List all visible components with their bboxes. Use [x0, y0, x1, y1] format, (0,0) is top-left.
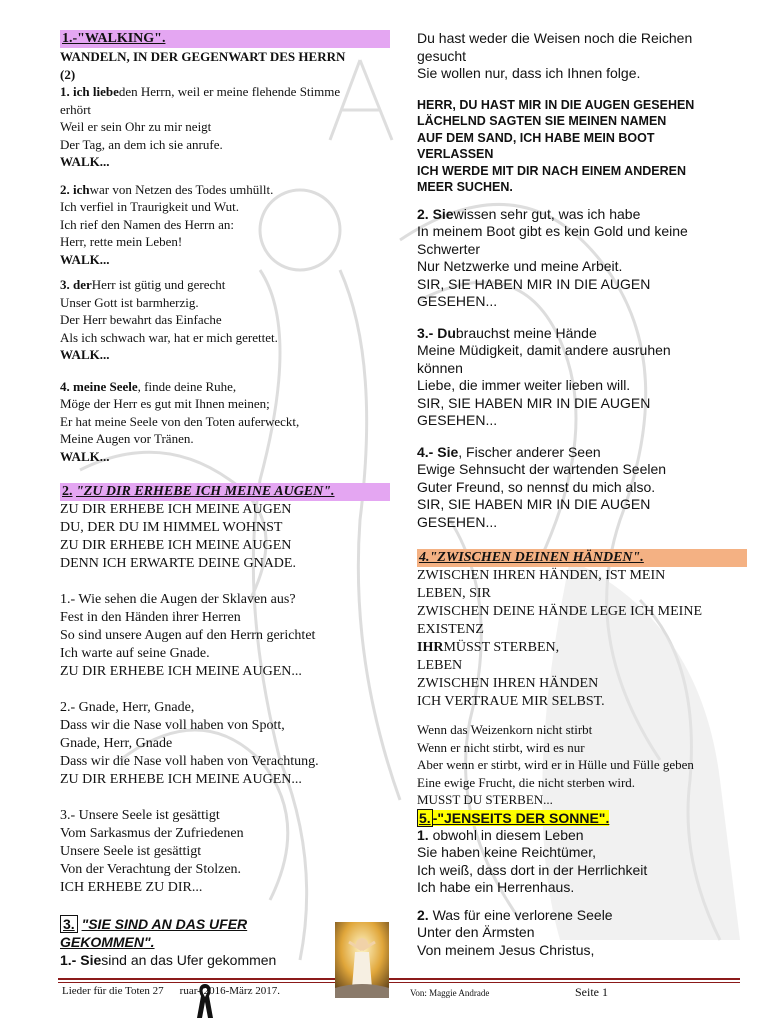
refrain-line: WALK... [60, 154, 110, 169]
refrain-line: GESEHEN... [417, 412, 498, 428]
verse-line: Unser Gott ist barmherzig. [60, 294, 199, 310]
section-1-verse [60, 83, 390, 171]
section-4-heading: 4."ZWISCHEN DEINEN HÄNDEN". [417, 549, 747, 567]
section-2-chorus [60, 501, 390, 573]
verse-line: Der Herr bewahrt das Einfache [60, 312, 222, 327]
section-1-verse [60, 181, 390, 269]
verse-line: Von meinem Jesus Christus, [417, 941, 595, 958]
jesus-ascension-image [335, 922, 389, 998]
verse-line: Fest in den Händen ihrer Herren [60, 610, 241, 625]
refrain-line: WALK... [60, 347, 110, 362]
verse-lead: 1. [417, 826, 429, 843]
chorus-line: LEBEN, SIR [417, 586, 491, 601]
verse-line: Dass wir die Nase voll haben von Verachtung. [60, 754, 319, 769]
chorus-line: MEER SUCHEN. [417, 180, 513, 194]
verse-lead: 3. der [60, 277, 92, 292]
verse-line: Unsere Seele ist gesättigt [60, 844, 202, 859]
verse-line: Ich habe ein Herrenhaus. [417, 879, 575, 895]
verse-first-rest: , Fischer anderer Seen [458, 443, 601, 460]
verse-line: Er hat meine Seele von den Toten auferweckt, [60, 413, 300, 429]
verse-line: Ich verfiel in Traurigkeit und Wut. [60, 199, 240, 214]
chorus-line: ICH VERTRAUE MIR SELBST. [417, 694, 605, 709]
refrain-line: ZU DIR ERHEBE ICH MEINE AUGEN... [60, 772, 302, 787]
verse-line: Herr, rette mein Leben! [60, 234, 183, 249]
chorus-line: ZU DIR ERHEBE ICH MEINE AUGEN [60, 538, 292, 553]
verse-line: gesucht [417, 47, 467, 64]
verse-line: Sie haben keine Reichtümer, [417, 844, 596, 860]
verse-line: 1.- Wie sehen die Augen der Sklaven aus? [60, 592, 296, 607]
refrain-line: WALK... [60, 251, 110, 267]
verse-first-line [417, 907, 747, 925]
section-5-heading-number: 5. [419, 809, 431, 826]
section-1-subtitle-number: (2) [60, 66, 76, 82]
footer-rule-bottom [58, 982, 740, 983]
section-4-verse [417, 721, 747, 809]
mourning-ribbon-icon [196, 982, 214, 1020]
verse-first-rest: obwohl in diesem Leben [428, 826, 584, 843]
section-2-verse [60, 807, 390, 897]
section-5-verse [417, 827, 747, 897]
section-2-verse [60, 699, 390, 789]
section-3-continuation [417, 30, 747, 83]
refrain-line: SIR, SIE HABEN MIR IN DIE AUGEN [417, 394, 651, 411]
verse-first-rest: Herr ist gütig und gerecht [91, 277, 226, 292]
section-2-heading-number: 2. [62, 484, 73, 499]
verse-line: Sie wollen nur, dass ich Ihnen folge. [417, 65, 641, 81]
refrain-line: ZU DIR ERHEBE ICH MEINE AUGEN... [60, 664, 302, 679]
verse-lead: 2. [417, 906, 429, 923]
verse-lead: 1. ich liebe [60, 84, 119, 99]
verse-lead: 4.- Sie [417, 443, 459, 460]
verse-line: Weil er sein Ohr zu mir neigt [60, 119, 212, 134]
chorus-line: HERR, DU HAST MIR IN DIE AUGEN GESEHEN [417, 97, 695, 112]
verse-line: Meine Augen vor Tränen. [60, 431, 194, 446]
refrain-line: GESEHEN... [417, 293, 498, 309]
footer-page-number: Seite 1 [575, 985, 608, 999]
chorus-line: DENN ICH ERWARTE DEINE GNADE. [60, 556, 296, 571]
verse-line: können [417, 359, 463, 376]
section-1-heading: 1.-"WALKING". [60, 30, 390, 48]
refrain-line: ICH ERHEBE ZU DIR... [60, 880, 203, 895]
section-3-heading [60, 915, 320, 951]
refrain-line: SIR, SIE HABEN MIR IN DIE AUGEN [417, 275, 651, 292]
section-1-subtitle: WANDELN, IN DER GEGENWART DES HERRN [60, 49, 346, 64]
verse-line: Gnade, Herr, Gnade [60, 736, 173, 751]
verse-first-line [417, 206, 747, 224]
verse-line: Von der Verachtung der Stolzen. [60, 862, 242, 877]
verse-line: Dass wir die Nase voll haben von Spott, [60, 718, 285, 733]
verse-line: Der Tag, an dem ich sie anrufe. [60, 136, 223, 152]
verse-first-rest: brauchst meine Hände [455, 324, 597, 341]
footer-title [62, 985, 280, 997]
verse-line: Guter Freund, so nennst du mich also. [417, 478, 656, 495]
verse-line: Ich warte auf seine Gnade. [60, 646, 210, 661]
right-column [417, 30, 747, 959]
verse-line: erhört [60, 101, 92, 117]
refrain-line: MUSST DU STERBEN... [417, 792, 553, 807]
chorus-line: ZU DIR ERHEBE ICH MEINE AUGEN [60, 502, 292, 517]
section-4-chorus [417, 567, 747, 711]
chorus-line: ZWISCHEN DEINE HÄNDE LEGE ICH MEINE [417, 604, 703, 619]
section-1-verse [60, 378, 390, 466]
verse-line: Du hast weder die Weisen noch die Reichen [417, 30, 693, 46]
chorus-line: VERLASSEN [417, 147, 494, 161]
verse-line: Meine Müdigkeit, damit andere ausruhen [417, 342, 671, 358]
verse-first-line [417, 827, 747, 845]
section-2-heading [60, 483, 390, 501]
section-3-heading-number: 3. [60, 915, 78, 933]
verse-line: 3.- Unsere Seele ist gesättigt [60, 808, 220, 823]
verse-lead: 4. meine Seele [60, 378, 138, 394]
chorus-line: LEBEN [417, 658, 463, 673]
left-column [60, 30, 390, 969]
verse-first-line [60, 378, 390, 396]
verse-line: Nur Netzwerke und meine Arbeit. [417, 258, 623, 274]
verse-line: Wenn er nicht stirbt, wird es nur [417, 739, 585, 755]
verse-line: In meinem Boot gibt es kein Gold und keine [417, 223, 688, 239]
section-2-heading-title: "ZU DIR ERHEBE ICH MEINE AUGEN". [76, 484, 335, 499]
verse-line: Ich weiß, dass dort in der Herrlichkeit [417, 861, 648, 878]
verse-first-line [60, 276, 390, 294]
verse-first-rest: Was für eine verlorene Seele [428, 906, 613, 923]
verse-lead: 2. Sie [417, 205, 454, 222]
footer-author: Von: Maggie Andrade [410, 988, 490, 998]
verse-lead: 2. ich [60, 181, 90, 197]
verse-first-rest: wissen sehr gut, was ich habe [453, 205, 641, 222]
section-3-chorus [417, 97, 747, 196]
footer-title-part-1: Lieder für die Toten 27 [62, 985, 164, 997]
verse-first-rest: sind an das Ufer gekommen [101, 952, 277, 968]
section-3-heading-line-1: "SIE SIND AN DAS UFER [81, 916, 248, 932]
chorus-bold: IHR [417, 640, 444, 655]
verse-line: Eine ewige Frucht, die nicht sterben wird. [417, 774, 636, 790]
chorus-line: DU, DER DU IM HIMMEL WOHNST [60, 520, 283, 535]
chorus-line: EXISTENZ [417, 622, 484, 637]
section-5-heading [417, 809, 747, 827]
section-3-verse [417, 206, 747, 311]
verse-line: Möge der Herr es gut mit Ihnen meinen; [60, 396, 270, 411]
section-5-verse [417, 907, 747, 960]
verse-line: Aber wenn er stirbt, wird er in Hülle und Fülle geben [417, 757, 694, 772]
chorus-line: ICH WERDE MIT DIR NACH EINEM ANDEREN [417, 163, 686, 178]
verse-first-line [60, 181, 390, 199]
verse-line: 2.- Gnade, Herr, Gnade, [60, 700, 195, 715]
verse-lead: 1.- Sie [60, 952, 102, 968]
footer-title-part-2: ruar- 2016-März 2017. [179, 985, 280, 997]
refrain-line: SIR, SIE HABEN MIR IN DIE AUGEN [417, 496, 651, 512]
verse-first-rest: war von Netzen des Todes umhüllt. [89, 181, 274, 197]
section-3-verse [417, 325, 747, 430]
section-3-verse [417, 444, 747, 532]
verse-line: Vom Sarkasmus der Zufriedenen [60, 826, 244, 841]
verse-first-rest: den Herrn, weil er meine flehende Stimme [118, 84, 341, 99]
verse-lead: 3.- Du [417, 324, 456, 341]
verse-line: Liebe, die immer weiter lieben will. [417, 377, 631, 393]
chorus-bold-rest: MÜSST STERBEN, [443, 640, 560, 655]
verse-first-line [417, 325, 747, 343]
verse-first-line [60, 83, 390, 101]
verse-line: Schwerter [417, 240, 481, 257]
footer-rule-top [58, 978, 740, 980]
verse-line: Als ich schwach war, hat er mich gerettet. [60, 329, 278, 345]
verse-line: Wenn das Weizenkorn nicht stirbt [417, 722, 593, 737]
chorus-line [417, 639, 747, 657]
verse-line: So sind unsere Augen auf den Herrn gerichtet [60, 628, 316, 643]
section-5-heading-title: -"JENSEITS DER SONNE". [432, 809, 610, 826]
verse-first-rest: , finde deine Ruhe, [137, 378, 237, 394]
chorus-line: ZWISCHEN IHREN HÄNDEN [417, 676, 599, 691]
section-1-verse [60, 276, 390, 364]
section-2-verse [60, 591, 390, 681]
section-3-heading-line-2: GEKOMMEN". [60, 934, 155, 950]
chorus-line: LÄCHELND SAGTEN SIE MEINEN NAMEN [417, 114, 667, 128]
verse-line: Unter den Ärmsten [417, 924, 535, 940]
refrain-line: GESEHEN... [417, 513, 498, 530]
verse-line: Ich rief den Namen des Herrn an: [60, 216, 234, 232]
verse-first-line [417, 444, 747, 462]
chorus-line: ZWISCHEN IHREN HÄNDEN, IST MEIN [417, 568, 666, 583]
chorus-line: AUF DEM SAND, ICH HABE MEIN BOOT [417, 130, 655, 145]
verse-line: Ewige Sehnsucht der wartenden Seelen [417, 461, 667, 477]
refrain-line: WALK... [60, 448, 110, 464]
